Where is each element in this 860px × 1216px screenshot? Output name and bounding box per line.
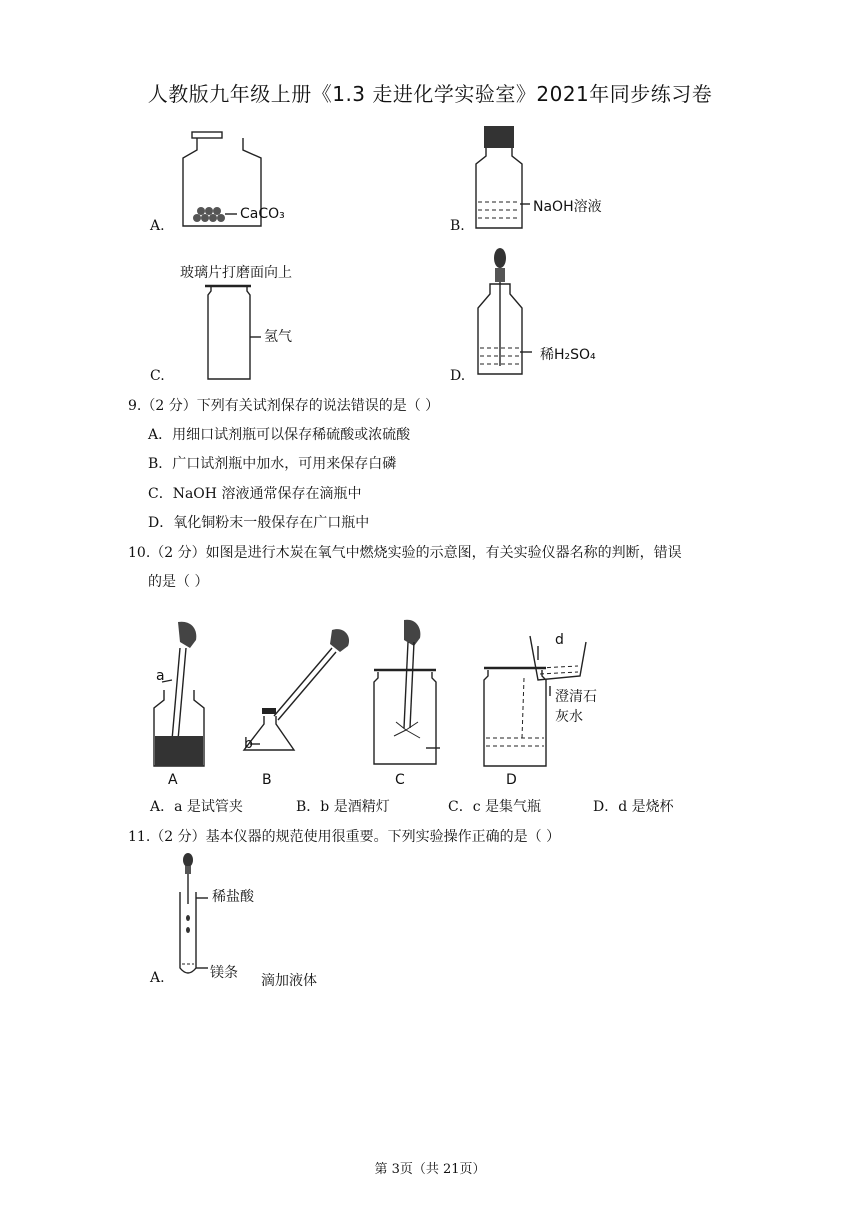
q10-option-d: D．d 是烧杯	[593, 799, 674, 815]
mark-a: a	[156, 668, 165, 684]
caption-b: B	[262, 772, 272, 788]
naoh-label: NaOH溶液	[533, 199, 602, 215]
q10-figure-d	[480, 620, 620, 770]
q10-figure-a	[150, 620, 230, 770]
mark-d: d	[555, 632, 564, 648]
caco3-label: CaCO₃	[240, 206, 285, 222]
caption-c: C	[395, 772, 405, 788]
mark-b: b	[244, 736, 253, 752]
hydrogen-label: 氢气	[264, 329, 292, 345]
q9-option-a: A．用细口试剂瓶可以保存稀硫酸或浓硫酸	[148, 427, 411, 443]
q11-stem: 11.（2 分）基本仪器的规范使用很重要。下列实验操作正确的是（ ）	[128, 829, 561, 845]
narrow-mouth-bottle-illustration	[470, 124, 550, 234]
q10-stem-line1: 10.（2 分）如图是进行木炭在氧气中燃烧实验的示意图，有关实验仪器名称的判断，错误	[128, 545, 682, 561]
q9-option-b: B．广口试剂瓶中加水，可用来保存白磷	[148, 456, 397, 472]
page-footer: 第 3页（共 21页）	[374, 1162, 486, 1177]
q10-figure-b	[240, 620, 360, 770]
q10-figure-c	[370, 618, 460, 768]
q9-option-c: C．NaOH 溶液通常保存在滴瓶中	[148, 486, 362, 502]
option-d-letter: D.	[450, 368, 466, 384]
q10-stem-line2: 的是（ ）	[148, 574, 209, 590]
dilute-hcl-label: 稀盐酸	[212, 889, 254, 905]
limewater-line1: 澄清石	[555, 689, 597, 705]
glass-plate-note: 玻璃片打磨面向上	[180, 265, 292, 281]
option-c-letter: C.	[150, 368, 165, 384]
magnesium-strip-label: 镁条	[210, 965, 238, 981]
q9-option-d: D．氧化铜粉末一般保存在广口瓶中	[148, 515, 370, 531]
caption-a: A	[168, 772, 178, 788]
q10-option-b: B．b 是酒精灯	[296, 799, 390, 815]
q11-option-a-letter: A.	[150, 970, 165, 986]
q10-option-a: A．a 是试管夹	[150, 799, 243, 815]
page-title: 人教版九年级上册《1.3 走进化学实验室》2021年同步练习卷	[147, 82, 713, 106]
q11-option-a-caption: 滴加液体	[261, 973, 317, 989]
option-a-letter: A.	[150, 218, 165, 234]
h2so4-label: 稀H₂SO₄	[540, 347, 596, 363]
caption-d: D	[506, 772, 517, 788]
dropper-bottle-illustration	[470, 244, 550, 378]
option-b-letter: B.	[450, 218, 465, 234]
limewater-line2: 灰水	[555, 709, 583, 725]
q9-stem: 9.（2 分）下列有关试剂保存的说法错误的是（ ）	[128, 398, 440, 414]
q10-option-c: C．c 是集气瓶	[448, 799, 542, 815]
